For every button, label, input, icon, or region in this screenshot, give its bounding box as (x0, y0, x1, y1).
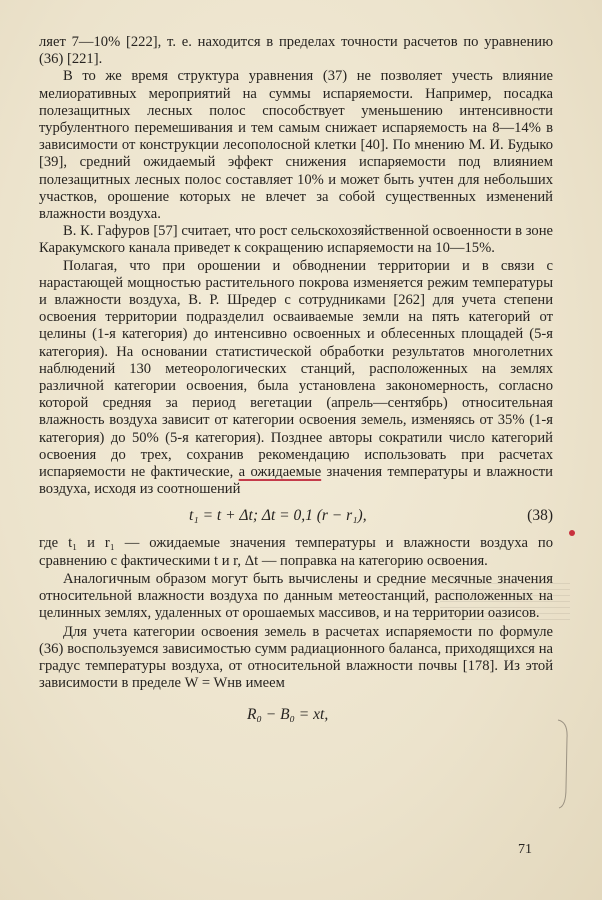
page-number: 71 (518, 842, 532, 857)
underlined-phrase: а ожидаемые (238, 464, 322, 481)
paragraph-1: ляет 7—10% [222], т. е. находится в пределах точности расчетов по уравнению (36) [221]. (39, 34, 553, 68)
formula-38 (39, 505, 553, 529)
paragraph-5: где t₁ и r₁ — ожидаемые значения температуры и влажности воздуха по сравнению с фактическими t и r, Δt — поправка на категорию освоения. (39, 535, 553, 569)
formula-final-expression: R₀ − B₀ = xt, (247, 706, 329, 724)
formula-final (39, 704, 553, 728)
paragraph-4-tail: значения температуры и влажности воздуха, исходя из соотношений (39, 464, 553, 498)
formula-38-expression: t₁ = t + Δt; Δt = 0,1 (r − r₁), (189, 507, 367, 525)
paragraph-6: Аналогичным образом могут быть вычислены и средние месячные значения относительной влажности воздуха по данным метеостанций, расположенных на целинных землях, удаленных от орошаемых массивов, и на территории оазисов. (39, 570, 553, 622)
paragraph-2: В то же время структура уравнения (37) не позволяет учесть влияние мелиоративных мероприятий на суммы испаряемости. Например, посадка полезащитных лесных полос способствует уменьшению интенсивности турбулентного перемешивания и тем самым снижает испаряемость на 8—14% в зависимости от конструкции лесополосной клетки [40]. По мнению М. И. Будыко [39], средний ожидаемый эффект снижения испаряемости под влиянием полезащитных лесных полос составляет 10% и может быть учтен для небольших участков, орошение которых не влечет за собой существенных изменений влажности воздуха. (39, 68, 553, 223)
formula-38-number: (38) (527, 507, 553, 525)
body-text (39, 34, 553, 728)
margin-pencil-bracket (556, 718, 574, 810)
paragraph-4 (39, 258, 553, 499)
paragraph-4-text: Полагая, что при орошении и обводнении территории и в связи с нарастающей мощностью растительного покрова изменяется режим температуры и влажности воздуха, В. Р. Шредер с сотрудниками [262] для учета степени освоения территории подразделил осваиваемые земли на пять категорий от целины (1-я категория) до интенсивно освоенных и облесенных площадей (5-я категория). На основании статистической обработки результатов многолетних наблюдений 130 метеорологических станций, расположенных на землях различной категории освоения, была установлена закономерность, согласно которой средняя за период вегетации (апрель—сентябрь) относительная влажность воздуха зависит от категории освоения земель, изменяясь от 35% (1-я категория) до 50% (5-я категория). Позднее авторы сократили число категорий освоения до трех, сохранив рекомендацию использовать при расчетах испаряемости не фактические, (39, 257, 553, 481)
red-pen-mark (569, 530, 575, 536)
paragraph-7: Для учета категории освоения земель в расчетах испаряемости по формуле (36) воспользуемся зависимостью сумм радиационного баланса, приходящихся на градус температуры воздуха, от относительной влажности почвы [178]. Из этой зависимости в пределе W = Wнв имеем (39, 623, 553, 692)
paragraph-3: В. К. Гафуров [57] считает, что рост сельскохозяйственной освоенности в зоне Каракумского канала приведет к сокращению испаряемости на 10—15%. (39, 223, 553, 257)
